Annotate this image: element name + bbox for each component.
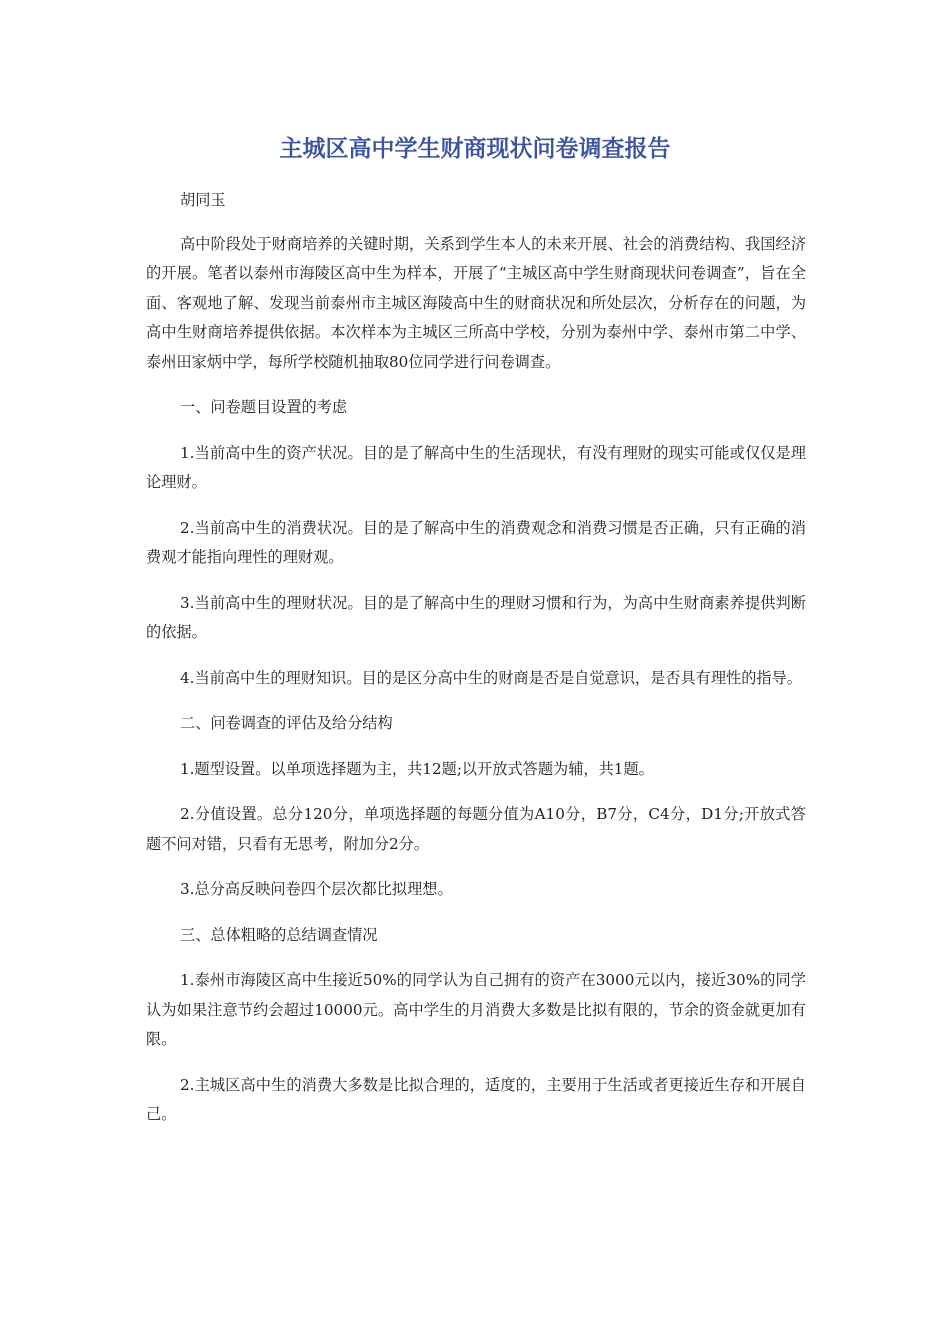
document-body — [146, 186, 806, 1146]
intro-paragraph: 高中阶段处于财商培养的关键时期，关系到学生本人的未来开展、社会的消费结构、我国经济的开展。笔者以泰州市海陵区高中生为样本，开展了“主城区高中学生财商现状问卷调查”，旨在全面、客观地了解、发现当前泰州市主城区海陵高中生的财商状况和所处层次，分析存在的问题，为高中生财商培养提供依据。本次样本为主城区三所高中学校，分别为泰州中学、泰州市第二中学、泰州田家炳中学，每所学校随机抽取80位同学进行问卷调查。 — [146, 234, 806, 371]
list-item: 1.题型设置。以单项选择题为主，共12题;以开放式答题为辅，共1题。 — [180, 759, 654, 778]
list-item: 2.主城区高中生的消费大多数是比拟合理的，适度的，主要用于生活或者更接近生存和开展自己。 — [146, 1075, 806, 1123]
document-title: 主城区高中学生财商现状问卷调查报告 — [279, 136, 671, 162]
section-heading-1: 一、问卷题目设置的考虑 — [180, 398, 348, 416]
list-item: 3.当前高中生的理财状况。目的是了解高中生的理财习惯和行为，为高中生财商素养提供判断的依据。 — [146, 593, 806, 641]
list-item: 4.当前高中生的理财知识。目的是区分高中生的财商是否是自觉意识，是否具有理性的指导。 — [180, 668, 802, 687]
list-item: 3.总分高反映问卷四个层次都比拟理想。 — [180, 880, 453, 898]
list-item: 1.当前高中生的资产状况。目的是了解高中生的生活现状，有没有理财的现实可能或仅仅是理论理财。 — [146, 443, 806, 491]
author-name: 胡同玉 — [180, 191, 226, 209]
list-item: 1.泰州市海陵区高中生接近50%的同学认为自己拥有的资产在3000元以内，接近30%的同学认为如果注意节约会超过10000元。高中学生的月消费大多数是比拟有限的，节余的资金就更加有限。 — [146, 971, 806, 1048]
section-heading-2: 二、问卷调查的评估及给分结构 — [180, 714, 393, 732]
section-heading-3: 三、总体粗略的总结调查情况 — [180, 925, 378, 944]
list-item: 2.分值设置。总分120分，单项选择题的每题分值为A10分，B7分，C4分，D1分;开放式答题不问对错，只看有无思考，附加分2分。 — [146, 805, 806, 853]
list-item: 2.当前高中生的消费状况。目的是了解高中生的消费观念和消费习惯是否正确，只有正确的消费观才能指向理性的理财观。 — [146, 518, 806, 566]
